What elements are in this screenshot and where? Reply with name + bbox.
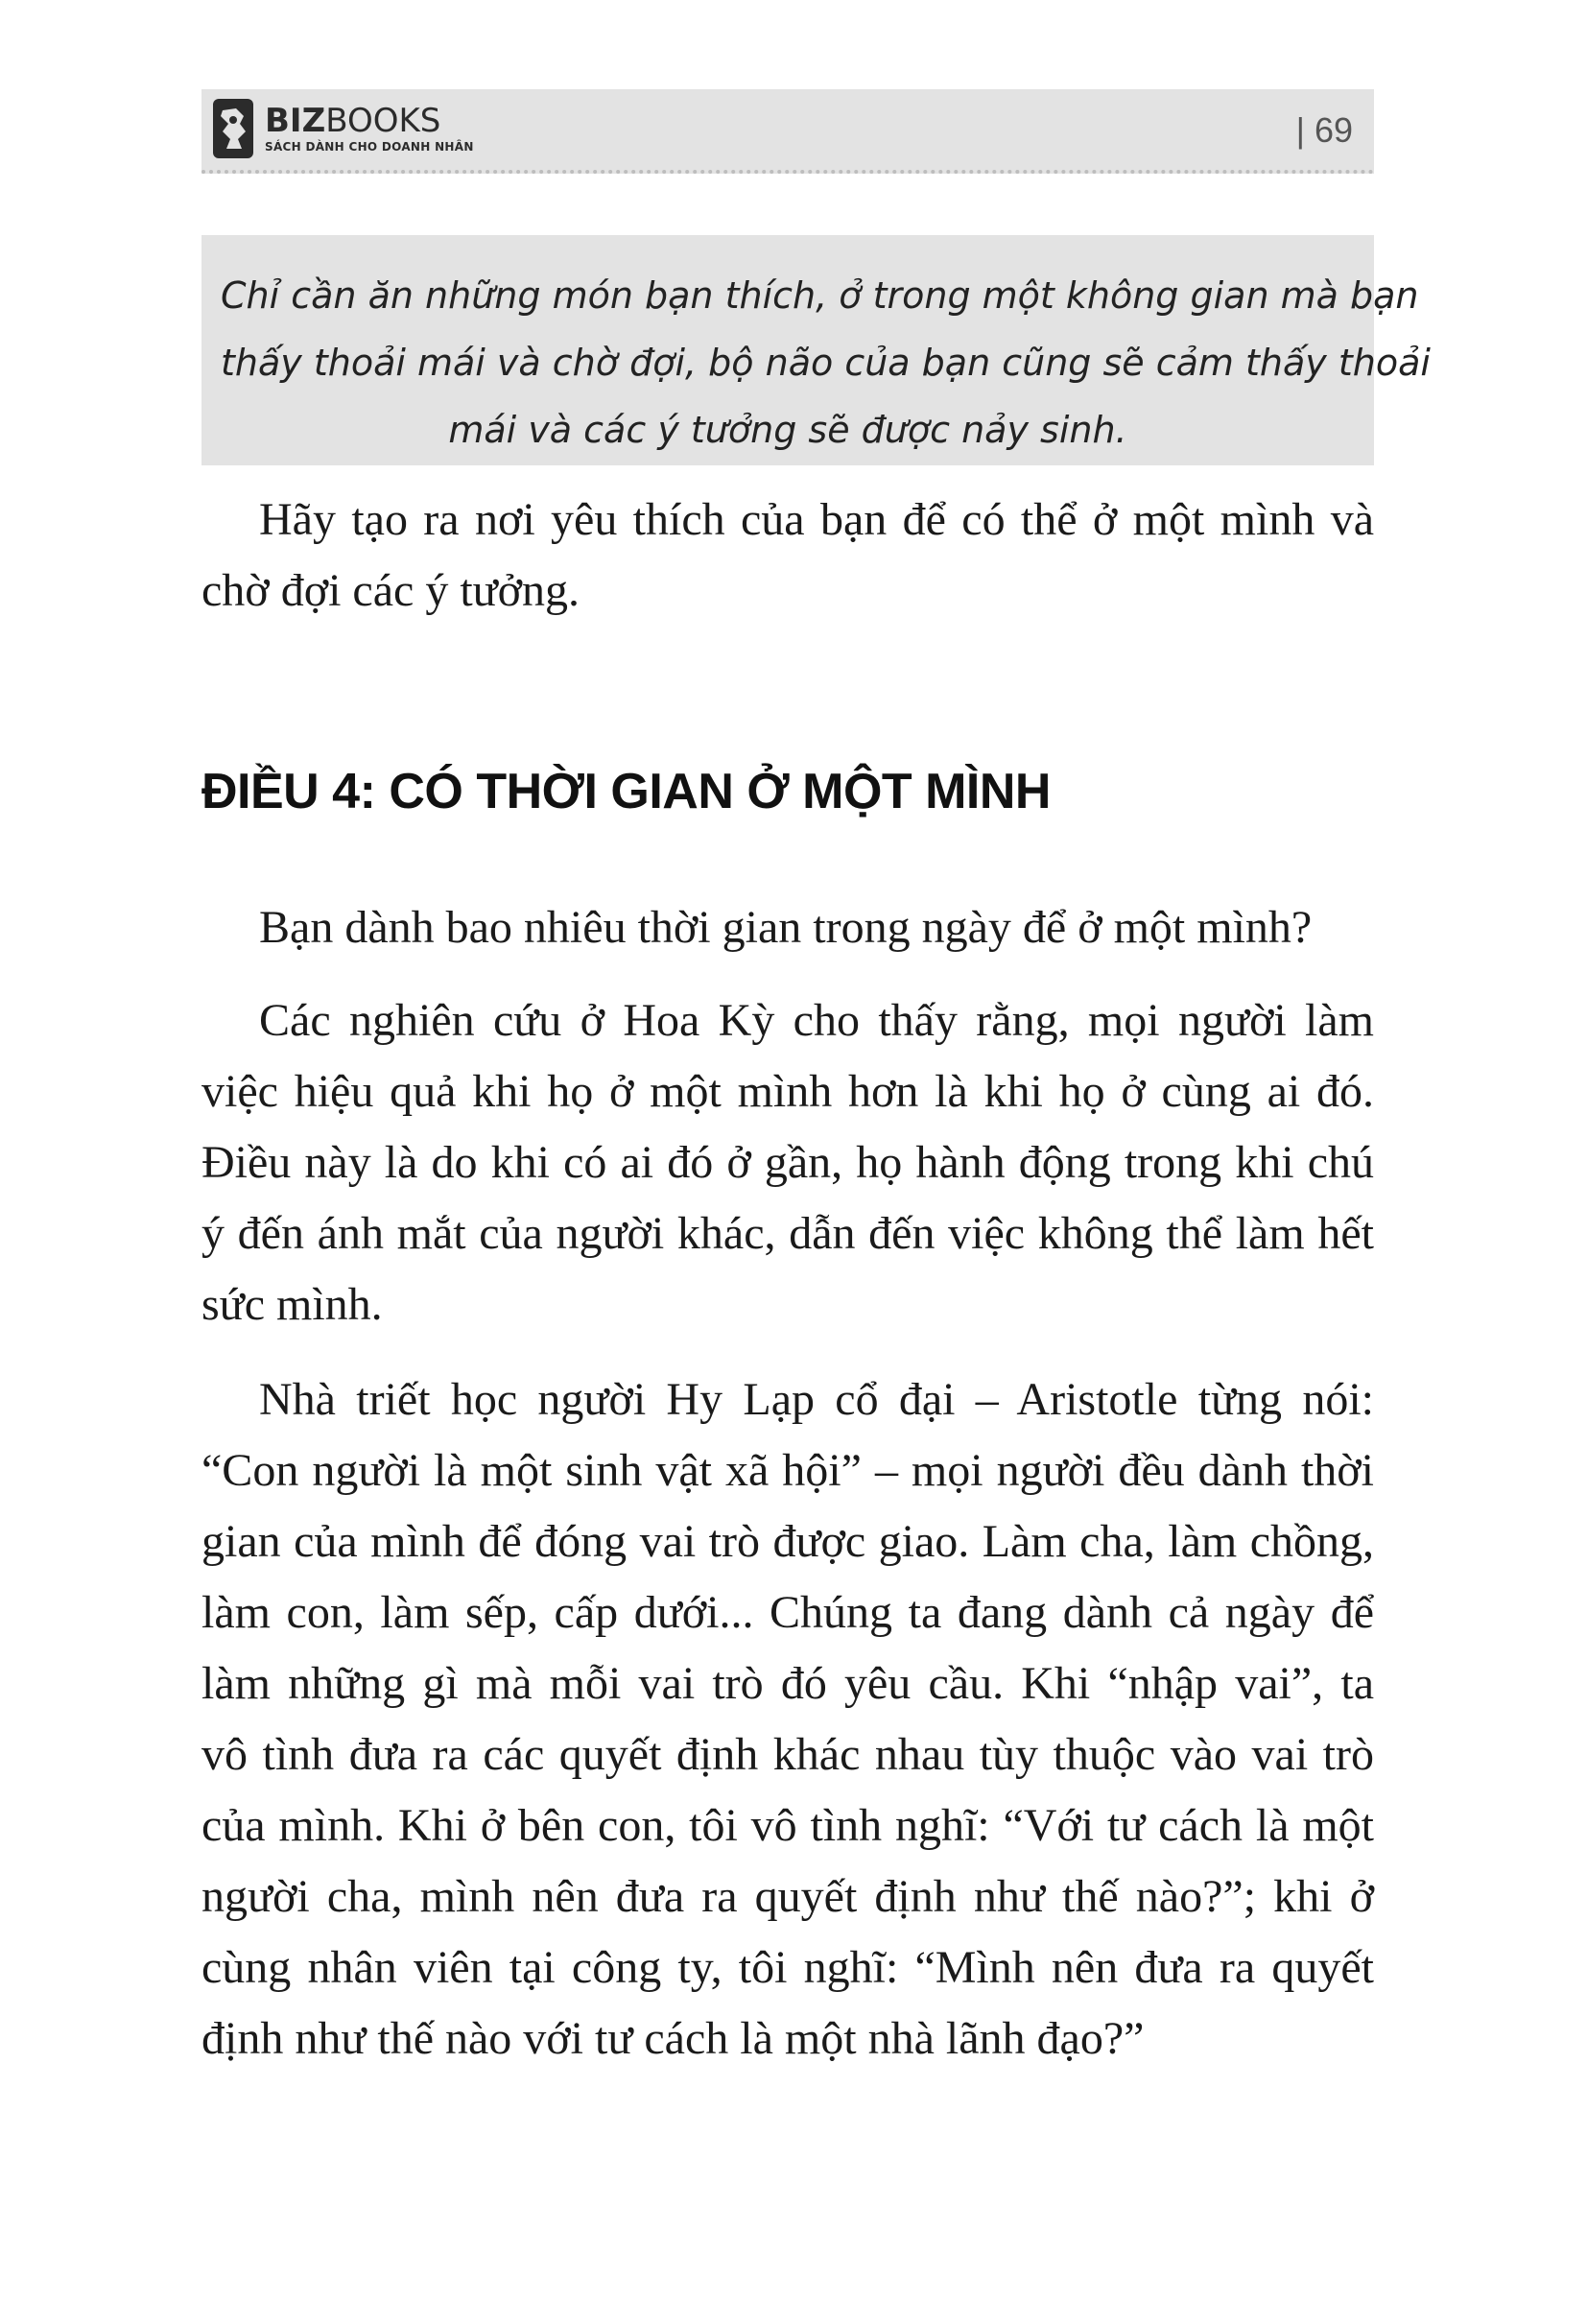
intro-paragraph — [201, 485, 1374, 627]
text-line: Điều này là do khi có ai đó ở gần, họ hành động trong khi chú — [201, 1137, 1374, 1188]
text-line: việc hiệu quả khi họ ở một mình hơn là khi họ ở cùng ai đó. — [201, 1066, 1374, 1117]
page-header — [201, 89, 1374, 174]
paragraph-aristotle — [201, 1364, 1374, 2075]
text-line: của mình. Khi ở bên con, tôi vô tình nghĩ: “Với tư cách là một — [201, 1800, 1374, 1851]
text-line: gian của mình để đóng vai trò được giao. Làm cha, làm chồng, — [201, 1516, 1374, 1567]
text-line: làm con, làm sếp, cấp dưới... Chúng ta đang dành cả ngày để — [201, 1587, 1374, 1638]
text-line: định như thế nào với tư cách là một nhà lãnh đạo?” — [201, 2013, 1145, 2064]
quote-line: mái và các ý tưởng sẽ được nảy sinh. — [448, 409, 1127, 451]
brand-bold: BIZ — [265, 102, 326, 140]
text-line: sức mình. — [201, 1279, 383, 1330]
section-heading: ĐIỀU 4: CÓ THỜI GIAN Ở MỘT MÌNH — [201, 764, 1051, 819]
paragraph-question — [201, 892, 1374, 963]
page-number: | 69 — [1295, 110, 1353, 150]
text-line: người cha, mình nên đưa ra quyết định như thế nào?”; khi ở — [201, 1871, 1374, 1922]
bizbooks-logo — [213, 99, 474, 158]
text-line: Hãy tạo ra nơi yêu thích của bạn để có thể ở một mình và — [259, 494, 1374, 545]
text-line: chờ đợi các ý tưởng. — [201, 565, 580, 616]
text-line: làm những gì mà mỗi vai trò đó yêu cầu. Khi “nhập vai”, ta — [201, 1658, 1374, 1709]
text-line: cùng nhân viên tại công ty, tôi nghĩ: “Mình nên đưa ra quyết — [201, 1942, 1374, 1993]
text-line: Nhà triết học người Hy Lạp cổ đại – Aristotle từng nói: — [259, 1374, 1374, 1425]
text-line: ý đến ánh mắt của người khác, dẫn đến việc không thể làm hết — [201, 1208, 1374, 1259]
brand-name — [265, 103, 474, 139]
text-line: Bạn dành bao nhiêu thời gian trong ngày để ở một mình? — [259, 902, 1313, 953]
brand-regular: BOOKS — [325, 102, 441, 140]
quote-line: thấy thoải mái và chờ đợi, bộ não của bạn cũng sẽ cảm thấy thoải — [221, 342, 1431, 384]
quote-box — [201, 235, 1431, 465]
text-line: vô tình đưa ra các quyết định khác nhau tùy thuộc vào vai trò — [201, 1729, 1374, 1780]
bizbooks-logo-icon — [213, 99, 253, 158]
text-line: “Con người là một sinh vật xã hội” – mọi người đều dành thời — [201, 1445, 1374, 1496]
text-line: Các nghiên cứu ở Hoa Kỳ cho thấy rằng, mọi người làm — [259, 995, 1374, 1046]
quote-line: Chỉ cần ăn những món bạn thích, ở trong một không gian mà bạn — [221, 274, 1419, 317]
paragraph-research — [201, 985, 1374, 1340]
brand-tagline: SÁCH DÀNH CHO DOANH NHÂN — [265, 140, 474, 154]
